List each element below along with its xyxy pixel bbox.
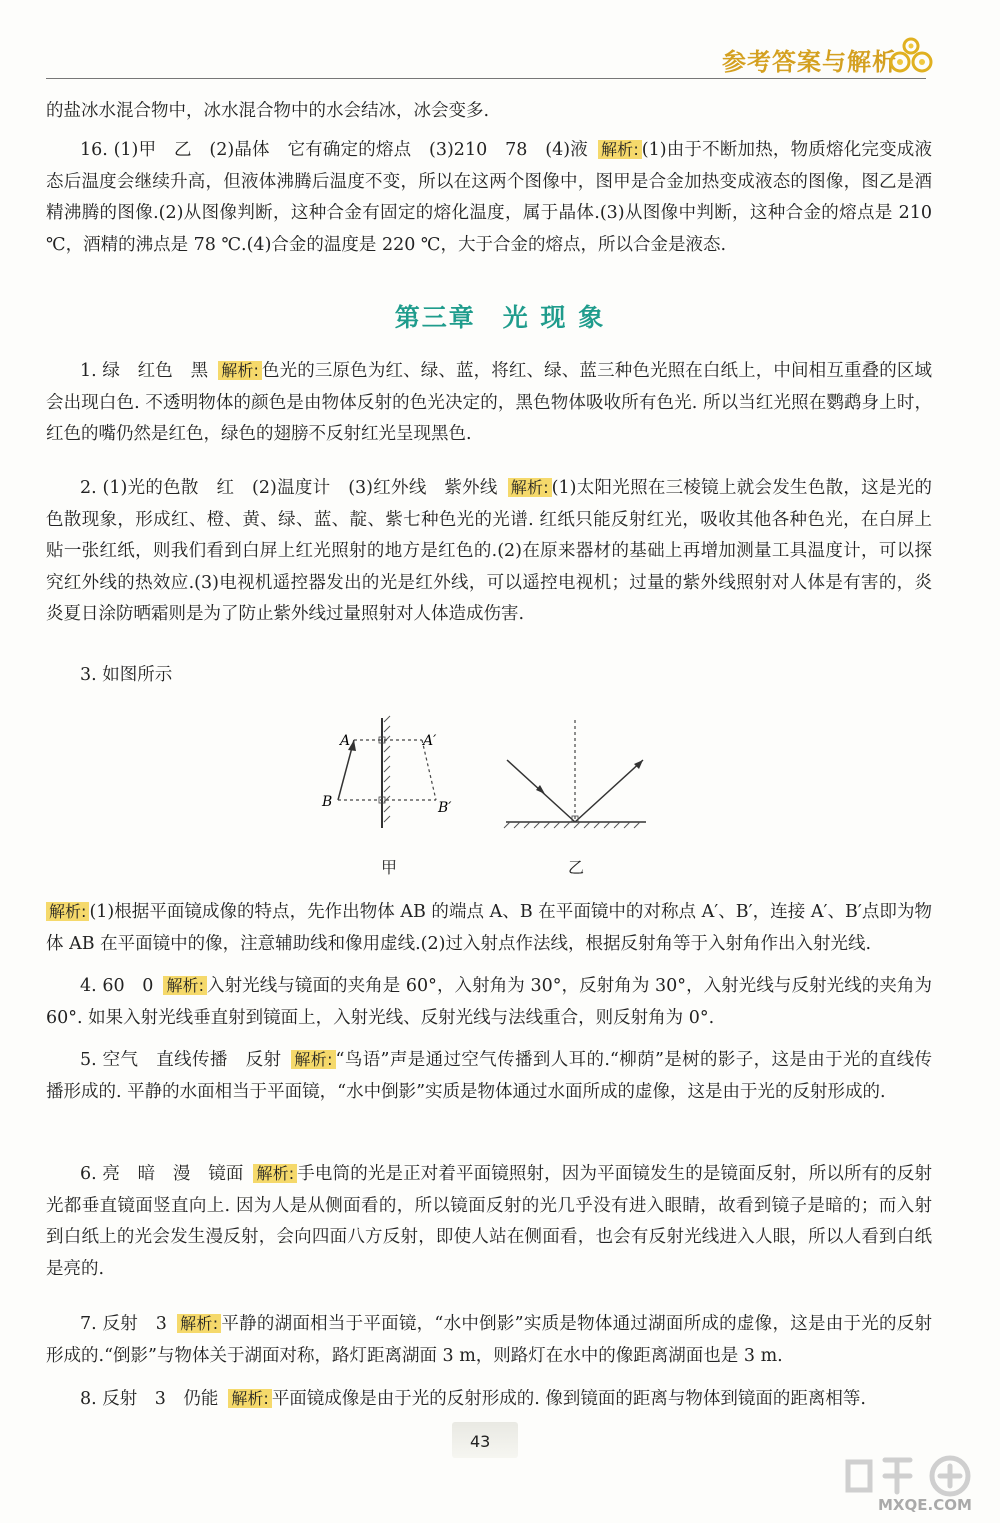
header-divider: [46, 78, 926, 79]
q8-analysis: 平面镜成像是由于光的反射形成的. 像到镜面的距离与物体到镜面的距离相等.: [271, 1389, 866, 1409]
analysis-tag: 解析:: [46, 902, 89, 921]
q2-block: [46, 472, 932, 631]
header-title: 参考答案与解析: [722, 48, 897, 76]
analysis-tag: 解析:: [253, 1164, 297, 1183]
point-b-prime-label: B′: [438, 800, 452, 816]
analysis-tag: 解析:: [228, 1389, 271, 1408]
q2-answers: 2. (1)光的色散 红 (2)温度计 (3)红外线 紫外线: [80, 478, 498, 498]
watermark-text: MXQE.COM: [878, 1496, 972, 1514]
analysis-tag: 解析:: [598, 140, 642, 159]
q16-analysis: (1)由于不断加热，物质熔化完变成液态后温度会继续升高，但液体沸腾后温度不变，所以在这两个图像中，图甲是合金加热变成液态的图像，图乙是酒精沸腾的图像.(2)从图像判断，这种合金有固定的熔化温度，属于晶体.(3)从图像中判断，这种合金的熔点是 210 ℃，酒精的沸点是 78 ℃.(4)合金的温度是 220 ℃，大于合金的熔点，所以合金是液态.: [46, 140, 932, 255]
q7-analysis: 平静的湖面相当于平面镜，“水中倒影”实质是物体通过湖面所成的虚像，这是由于光的反射形成的.“倒影”与物体关于湖面对称，路灯距离湖面 3 m，则路灯在水中的像距离湖面也是 3 m.: [46, 1314, 932, 1366]
q5-answers: 5. 空气 直线传播 反射: [80, 1050, 282, 1070]
analysis-tag: 解析:: [508, 478, 552, 497]
gear-icon: [880, 34, 940, 78]
analysis-tag: 解析:: [218, 361, 262, 380]
q16-block: [46, 134, 932, 261]
page-number: 43: [470, 1432, 491, 1451]
q7-block: [46, 1308, 932, 1372]
analysis-tag: 解析:: [177, 1314, 221, 1333]
point-a-label: A: [340, 733, 351, 749]
q3-block: [46, 660, 932, 692]
q5-analysis: “鸟语”声是通过空气传播到人耳的.“柳荫”是树的影子，这是由于光的直线传播形成的. 平静的水面相当于平面镜，“水中倒影”实质是物体通过水面所成的虚像，这是由于光的反射形成的.: [46, 1050, 932, 1102]
chapter-title: 第三章 光 现 象: [394, 303, 606, 332]
q4-analysis: 入射光线与镜面的夹角是 60°，入射角为 30°，反射角为 30°，入射光线与反射光线的夹角为 60°. 如果入射光线垂直射到镜面上，入射光线、反射光线与法线重合，则反射角为 0°.: [46, 976, 932, 1028]
q16-answers: 16. (1)甲 乙 (2)晶体 它有确定的熔点 (3)210 78 (4)液: [80, 140, 588, 160]
q1-answers: 1. 绿 红色 黑: [80, 361, 209, 381]
q1-analysis: 色光的三原色为红、绿、蓝，将红、绿、蓝三种色光照在白纸上，中间相互重叠的区域会出现白色. 不透明物体的颜色是由物体反射的色光决定的，黑色物体吸收所有色光. 所以当红光照在鹦鹉身上时，红色的嘴仍然是红色，绿色的翅膀不反射红光呈现黑色.: [46, 361, 932, 444]
analysis-tag: 解析:: [291, 1050, 335, 1069]
q1-block: [46, 355, 932, 451]
q6-answers: 6. 亮 暗 漫 镜面: [80, 1164, 244, 1184]
point-a-prime-label: A′: [423, 733, 437, 749]
figure-yi-label: 乙: [568, 858, 585, 877]
q6-analysis: 手电筒的光是正对着平面镜照射，因为平面镜发生的是镜面反射，所以所有的反射光都垂直镜面竖直向上. 因为人是从侧面看的，所以镜面反射的光几乎没有进入眼睛，故看到镜子是暗的；而入射到白纸上的光会发生漫反射，会向四面八方反射，即使人站在侧面看，也会有反射光线进入人眼，所以人看到白纸是亮的.: [46, 1164, 933, 1279]
q3-answers: 3. 如图所示: [80, 665, 173, 685]
analysis-tag: 解析:: [163, 976, 207, 995]
q4-answers: 4. 60 0: [80, 976, 154, 996]
q3-analysis-block: [46, 896, 932, 960]
q6-block: [46, 1158, 932, 1285]
q3-analysis: (1)根据平面镜成像的特点，先作出物体 AB 的端点 A、B 在平面镜中的对称点 A′、B′，连接 A′、B′点即为物体 AB 在平面镜中的像，注意辅助线和像用虚线.(2)过入射点作法线，根据反射角等于入射角作出入射光线.: [46, 902, 932, 954]
figure-jia: [300, 710, 660, 840]
point-b-label: B: [322, 794, 333, 810]
q8-answers: 8. 反射 3 仍能: [80, 1389, 219, 1409]
q8-block: [46, 1383, 932, 1416]
q2-analysis: (1)太阳光照在三棱镜上就会发生色散，这是光的色散现象，形成红、橙、黄、绿、蓝、靛、紫七种色光的光谱. 红纸只能反射红光，吸收其他各种色光，在白屏上贴一张红纸，则我们看到白屏上红光照射的地方是红色的.(2)在原来器材的基础上再增加测量工具温度计，可以探究红外线的热效应.(3)电视机遥控器发出的光是红外线，可以遥控电视机；过量的紫外线照射对人体是有害的，炎炎夏日涂防晒霜则是为了防止紫外线过量照射对人体造成伤害.: [46, 478, 932, 624]
q4-block: [46, 970, 932, 1034]
top-text: 的盐冰水混合物中，冰水混合物中的水会结冰，冰会变多.: [46, 101, 490, 121]
q7-answers: 7. 反射 3: [80, 1314, 167, 1334]
figure-jia-label: 甲: [381, 858, 398, 877]
q5-block: [46, 1044, 932, 1108]
